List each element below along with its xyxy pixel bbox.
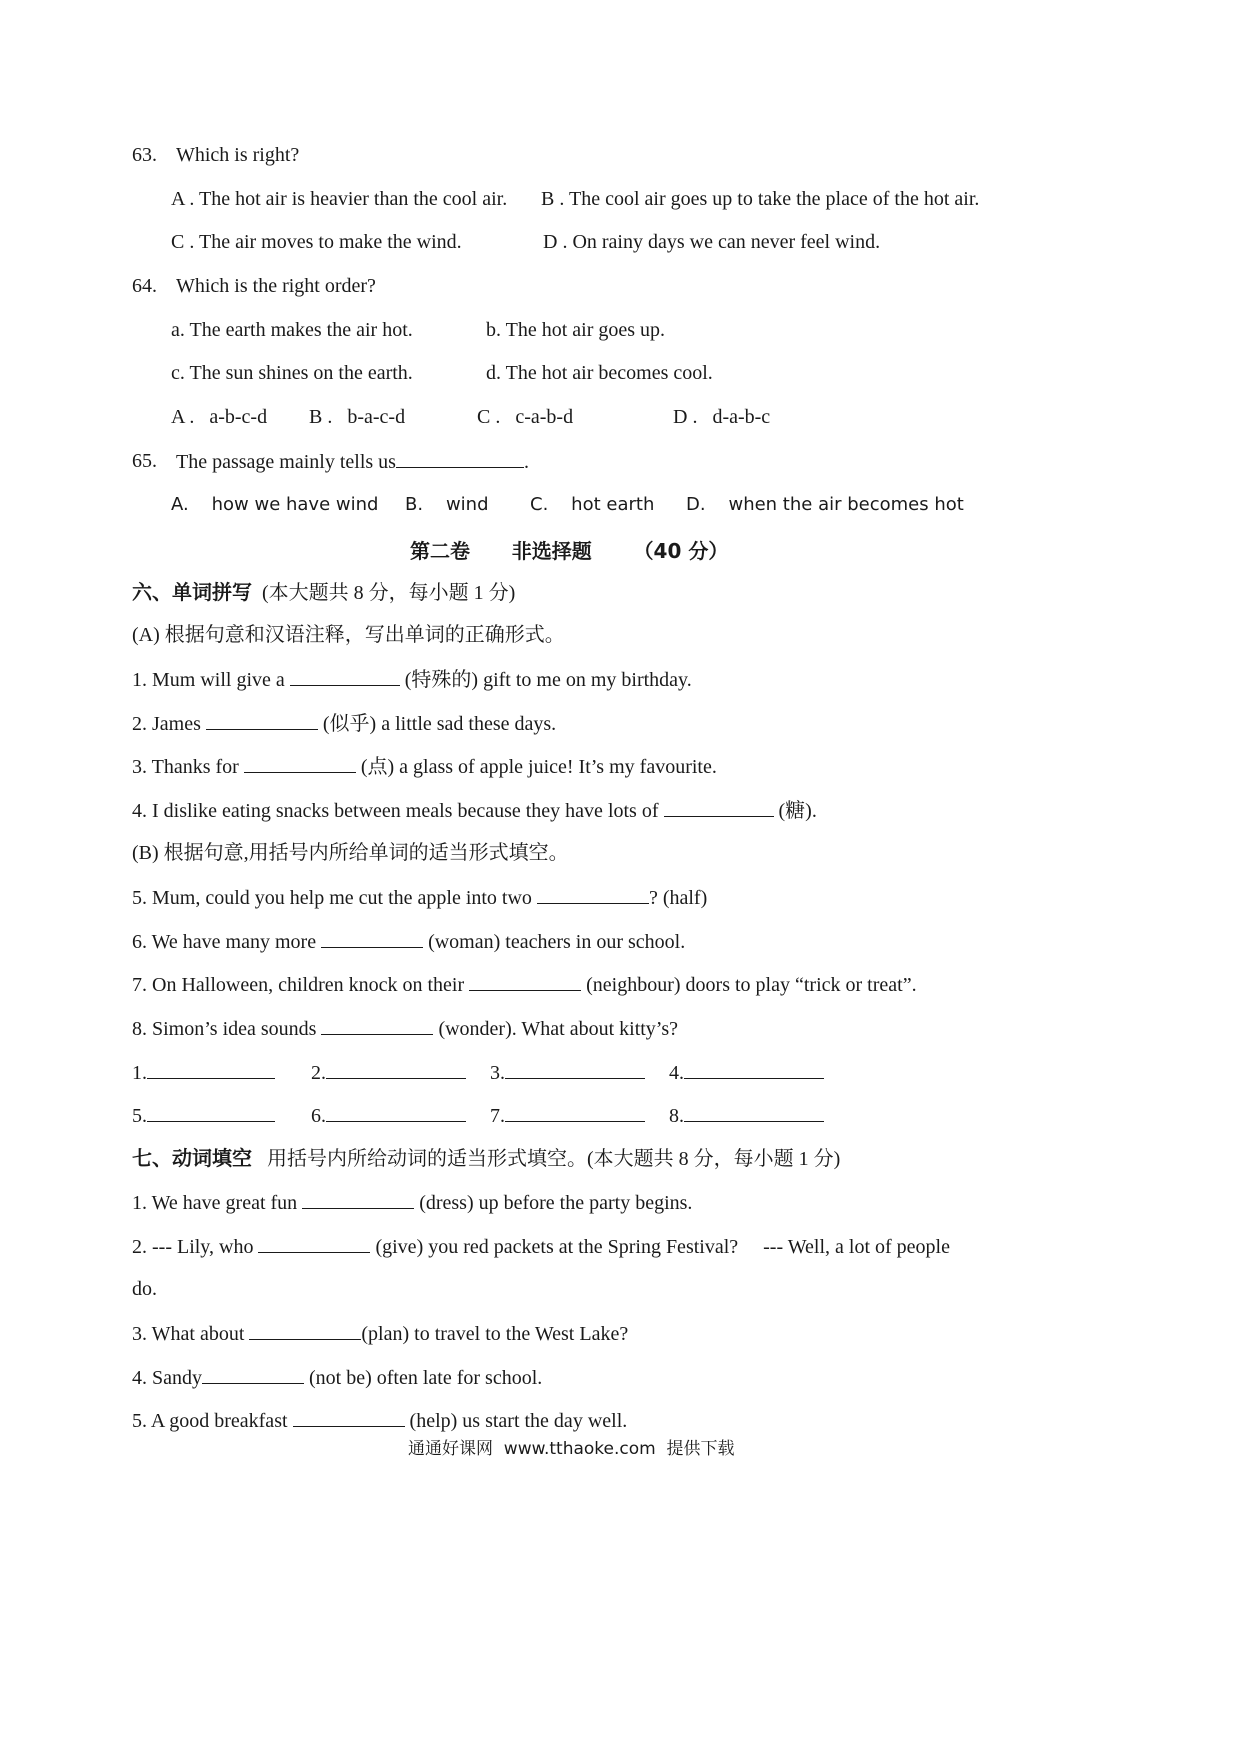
q64-option-c: C . c-a-b-d: [477, 406, 574, 428]
q65-option-b: B. wind: [405, 494, 489, 515]
s6-q4-blank[interactable]: [664, 798, 774, 817]
s6-q6: 6. We have many more (woman) teachers in our school.: [132, 931, 686, 953]
s7-q5-blank[interactable]: [293, 1408, 405, 1427]
q64-step-d: d. The hot air becomes cool.: [486, 362, 713, 384]
s6-q4: 4. I dislike eating snacks between meals because they have lots of (糖).: [132, 800, 817, 822]
s6-q8: 8. Simon’s idea sounds (wonder). What about kitty’s?: [132, 1018, 679, 1040]
section6-note: (本大题共 8 分，每小题 1 分): [252, 582, 516, 604]
section6-heading: 六、单词拼写: [132, 580, 252, 604]
q63-option-a: A . The hot air is heavier than the cool air.: [171, 188, 508, 210]
answer-line-3[interactable]: 3.: [490, 1060, 645, 1085]
answer-line-6[interactable]: 6.: [311, 1103, 466, 1128]
q64-option-d: D . d-a-b-c: [673, 406, 771, 428]
s6-q3-blank[interactable]: [244, 754, 356, 773]
s7-q5: 5. A good breakfast (help) us start the day well.: [132, 1410, 628, 1432]
section6-header: [132, 580, 515, 605]
q63-option-b: B . The cool air goes up to take the place of the hot air.: [541, 188, 980, 210]
q64-stem: Which is the right order?: [176, 275, 376, 297]
section7-note: 用括号内所给动词的适当形式填空。(本大题共 8 分，每小题 1 分): [252, 1148, 841, 1170]
s6-q1: 1. Mum will give a (特殊的) gift to me on my birthday.: [132, 669, 692, 691]
section6-part-a-instruction: (A) 根据句意和汉语注释，写出单词的正确形式。: [132, 624, 565, 646]
s6-q7-blank[interactable]: [469, 972, 581, 991]
answer-line-4[interactable]: 4.: [669, 1060, 824, 1085]
s7-q1-blank[interactable]: [302, 1190, 414, 1209]
s7-q4-blank[interactable]: [202, 1365, 304, 1384]
answer-line-2[interactable]: 2.: [311, 1060, 466, 1085]
answer-line-7[interactable]: 7.: [490, 1103, 645, 1128]
q64-step-c: c. The sun shines on the earth.: [171, 362, 413, 384]
section7-heading: 七、动词填空: [132, 1146, 252, 1170]
q63-number: 63.: [132, 144, 157, 166]
s7-q3: 3. What about (plan) to travel to the West Lake?: [132, 1323, 629, 1345]
s6-q8-blank[interactable]: [321, 1016, 433, 1035]
q64-step-b: b. The hot air goes up.: [486, 319, 666, 341]
s7-q1: 1. We have great fun (dress) up before the party begins.: [132, 1192, 693, 1214]
part2-title: 第二卷 非选择题 （40 分）: [410, 539, 729, 563]
s6-q5-blank[interactable]: [537, 885, 649, 904]
s6-q6-blank[interactable]: [321, 929, 423, 948]
q64-option-a: A . a-b-c-d: [171, 406, 268, 428]
q65-number: 65.: [132, 450, 157, 472]
s7-q3-blank[interactable]: [249, 1321, 361, 1340]
s7-q2: 2. --- Lily, who (give) you red packets at the Spring Festival? --- Well, a lot of people: [132, 1236, 950, 1258]
section6-part-b-instruction: (B) 根据句意,用括号内所给单词的适当形式填空。: [132, 842, 569, 864]
s6-q5: 5. Mum, could you help me cut the apple into two ? (half): [132, 887, 708, 909]
q65-option-d: D. when the air becomes hot: [686, 494, 964, 515]
s6-q2-blank[interactable]: [206, 711, 318, 730]
s7-q2-blank[interactable]: [258, 1234, 370, 1253]
q63-option-c: C . The air moves to make the wind.: [171, 231, 462, 253]
answer-line-5[interactable]: 5.: [132, 1103, 275, 1128]
q64-number: 64.: [132, 275, 157, 297]
answer-line-1[interactable]: 1.: [132, 1060, 275, 1085]
section7-header: [132, 1146, 840, 1171]
s6-q1-blank[interactable]: [290, 667, 400, 686]
s6-q7: 7. On Halloween, children knock on their (neighbour) doors to play “trick or treat”.: [132, 974, 917, 996]
s6-q2: 2. James (似乎) a little sad these days.: [132, 713, 557, 735]
q63-option-d: D . On rainy days we can never feel wind.: [543, 231, 881, 253]
answer-line-8[interactable]: 8.: [669, 1103, 824, 1128]
s7-q4: 4. Sandy (not be) often late for school.: [132, 1367, 543, 1389]
q65-stem: The passage mainly tells us .: [176, 451, 529, 473]
s6-q3: 3. Thanks for (点) a glass of apple juice! It’s my favourite.: [132, 756, 717, 778]
q65-option-a: A. how we have wind: [171, 494, 379, 515]
q63-stem: Which is right?: [176, 144, 300, 166]
q65-option-c: C. hot earth: [530, 494, 655, 515]
s7-q2-continuation: do.: [132, 1278, 157, 1300]
page-footer: 通通好课网 www.tthaoke.com 提供下载: [408, 1439, 735, 1459]
q64-step-a: a. The earth makes the air hot.: [171, 319, 413, 341]
q64-option-b: B . b-a-c-d: [309, 406, 406, 428]
